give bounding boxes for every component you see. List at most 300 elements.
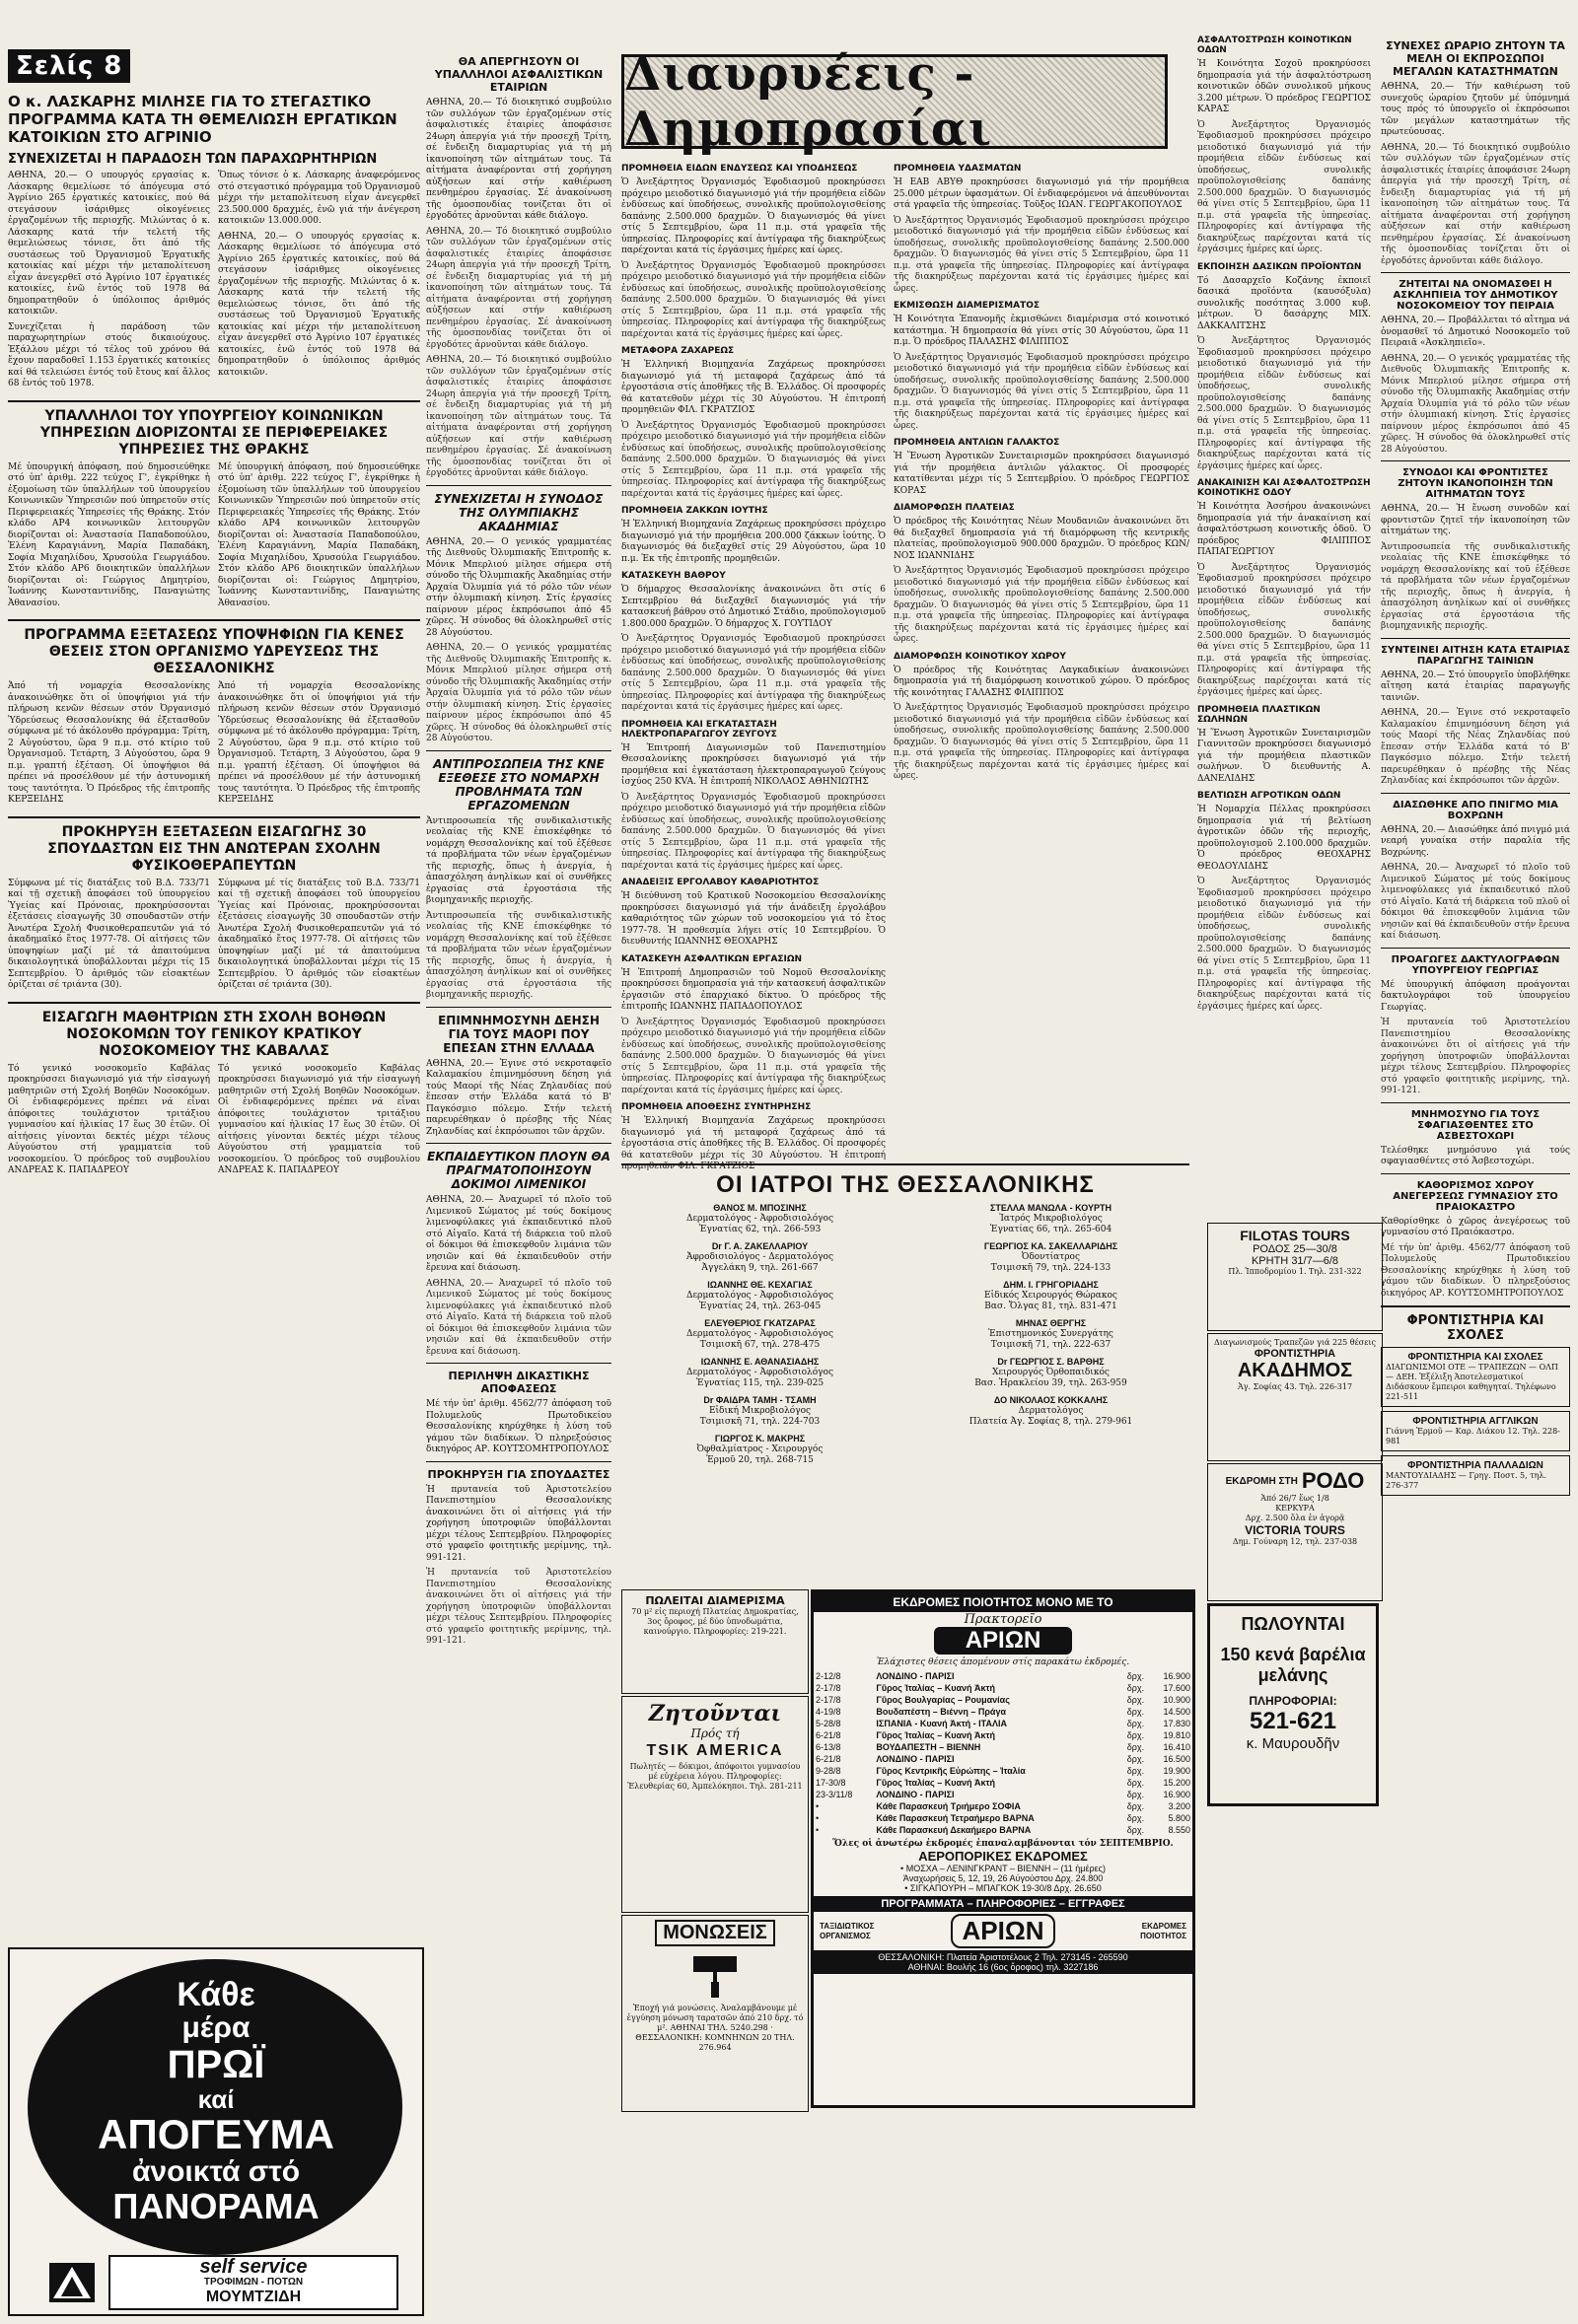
arion-brand: ΑΡΙΩΝ [934, 1627, 1072, 1655]
heading-supplies: ΠΡΟΜΗΘΕΙΑ ΕΙΔΩΝ ΕΝΔΥΣΕΩΣ ΚΑΙ ΥΠΟΔΗΣΕΩΣ [621, 164, 858, 174]
heading-stand: ΚΑΤΑΣΚΕΥΗ ΒΑΘΡΟΥ [621, 571, 726, 581]
arion-trip-row [814, 1753, 1192, 1765]
notice-text: Ὁ Ἀνεξάρτητος Ὀργανισμός Ἐφοδιασμοῦ προκηρύσσει πρόχειρο μειοδοτικό διαγωνισμό γιά τήν προμήθεια εἰδῶν ἐνδύσεως καί ὑποδήσεως, συνολικῆς προϋπολογισθείσης δαπάνης 2.500.000 δραχμῶν. Ὁ διαγωνισμός θά γίνει στίς 5 Σεπτεμβρίου, ὥρα 11 π.μ. στά γραφεῖα τῆς ὑπηρεσίας. Πληροφορίες καί ἀντίγραφα τῆς διακηρύξεως παρέχονται κατά τίς ἐργάσιμες ἡμέρες καί ὧρες. [621, 792, 886, 871]
notice-text: Ὁ πρόεδρος τῆς Κοινότητας Νέων Μουδανιῶν ἀνακοινώνει ὅτι θά διεξαχθεῖ δημοπρασία γιά τή διαμόρφωση τῆς κεντρικῆς πλατείας, προϋπολογισμοῦ 900.000 δραχμῶν. Ὁ πρόεδρος ΚΩΝ/ΝΟΣ ΙΩΑΝΝΙΔΗΣ [894, 517, 1189, 561]
doctor-address: Τσιμισκῆ 71, τηλ. 222-637 [990, 1340, 1112, 1350]
headline-laskaris: Ο κ. ΛΑΣΚΑΡΗΣ ΜΙΛΗΣΕ ΓΙΑ ΤΟ ΣΤΕΓΑΣΤΙΚΟ ΠΡΟΓΡΑΜΜΑ ΚΑΤΑ ΤΗ ΘΕΜΕΛΙΩΣΗ ΕΡΓΑΤΙΚΩΝ ΚΑΤΟΙΚΙΩΝ ΣΤΟ ΑΓΡΙΝΙΟ [8, 93, 397, 146]
divider [1381, 1173, 1570, 1174]
doctor-entry [621, 1241, 898, 1274]
apartment-ad-title: ΠΩΛΕΙΤΑΙ ΔΙΑΜΕΡΙΣΜΑ [645, 1594, 785, 1607]
divider [8, 619, 420, 621]
doctor-specialty: Χειρουργός Ὀρθοπαιδικός [992, 1368, 1110, 1377]
trip-price: 3.200 [1168, 1801, 1190, 1811]
trip-price: 10.900 [1163, 1695, 1190, 1705]
doctor-name: ΓΕΩΡΓΙΟΣ ΚΑ. ΣΑΚΕΛΛΑΡΙΔΗΣ [983, 1241, 1118, 1251]
doctor-specialty: Ὀδοντίατρος [1021, 1252, 1080, 1262]
notice-text: Ἡ Κοινότητα Σοχοῦ προκηρύσσει δημοπρασία γιά τήν ἀσφαλτόστρωση κοινοτικῶν ὁδῶν συνολικοῦ μήκους 3.200 μέτρων. Ὁ πρόεδρος ΓΕΩΡΓΙΟΣ ΚΑΡΑΣ [1197, 59, 1371, 114]
arion-trip-row [814, 1729, 1192, 1741]
barrels-line: μελάνης [1257, 1665, 1328, 1685]
article-text: Ἀντιπροσωπεία τῆς συνδικαλιστικῆς νεολαίας τῆς ΚΝΕ ἐπισκέφθηκε τό νομάρχη Θεσσαλονίκης καί τοῦ ἐξέθεσε τά προβλήματα τῶν νέων ἐργαζομένων τῆς περιοχῆς, ὅπως ἡ ἀνεργία, ἡ ἀπασχόληση ἀνηλίκων καί οἱ συνθῆκες ἐργασίας στά ἐργοστάσια τῆς βιομηχανικῆς περιοχῆς. [426, 815, 611, 905]
doctor-name: ΓΙΩΡΓΟΣ Κ. ΜΑΚΡΗΣ [714, 1434, 806, 1444]
headline-insurance-strike: ΘΑ ΑΠΕΡΓΗΣΟΥΝ ΟΙ ΥΠΑΛΛΗΛΟΙ ΑΣΦΑΛΙΣΤΙΚΩΝ ΕΤΑΙΡΙΩΝ [434, 55, 604, 94]
arion-trip-row [814, 1706, 1192, 1718]
heading-jute-bags: ΠΡΟΜΗΘΕΙΑ ΖΑΚΚΩΝ ΙΟΥΤΗΣ [621, 506, 768, 516]
filotas-ad [1207, 1223, 1383, 1331]
panorama-line: καί [197, 2084, 235, 2114]
heading-apartment-lease: ΕΚΜΙΣΘΩΣΗ ΔΙΑΜΕΡΙΣΜΑΤΟΣ [894, 301, 1040, 311]
trip-date: 4-19/8 [816, 1707, 841, 1717]
trip-currency: δρχ. [1126, 1671, 1145, 1681]
article-laskaris [8, 171, 420, 394]
trip-date: 2-17/8 [816, 1683, 841, 1693]
trip-date: 9-28/8 [816, 1766, 841, 1776]
wanted-ad-text: Πωλητές — δόκιμοι, ἀπόφοιτοι γυμνασίου μέ εὐχέρεια λόγου. Πληροφορίες: Ἐλευθερίας 60, Ἀμπελόκηποι. Τηλ. 281-211 [627, 1762, 803, 1791]
doctor-address: Πλατεία Ἀγ. Σοφίας 8, τηλ. 279-961 [968, 1417, 1133, 1427]
doctor-name: ΘΑΝΟΣ Μ. ΜΠΟΣΙΝΗΣ [713, 1203, 807, 1213]
notice-text: Ὁ Ἀνεξάρτητος Ὀργανισμός Ἐφοδιασμοῦ προκηρύσσει πρόχειρο μειοδοτικό διαγωνισμό γιά τήν προμήθεια εἰδῶν ἐνδύσεως καί ὑποδήσεως, συνολικῆς προϋπολογισθείσης δαπάνης 2.500.000 δραχμῶν. Ὁ διαγωνισμός θά γίνει στίς 5 Σεπτεμβρίου, ὥρα 11 π.μ. στά γραφεῖα τῆς ὑπηρεσίας. Πληροφορίες καί ἀντίγραφα τῆς διακηρύξεως παρέχονται κατά τίς ἐργάσιμες ἡμέρες καί ὧρες. [894, 703, 1189, 781]
filotas-dest: ΡΟΔΟΣ [1253, 1243, 1291, 1255]
arion-trip-row [814, 1694, 1192, 1706]
panorama-brand: self service [199, 2256, 308, 2278]
panorama-line: ΠΡΩΪ [167, 2043, 265, 2086]
barrels-ad [1207, 1603, 1379, 1806]
arion-address: ΑΘΗΝΑΙ: Βουλής 16 (6ος ὄροφος) τηλ. 3227186 [907, 1962, 1099, 1972]
doctor-name: ΔΗΜ. Ι. ΓΡΗΓΟΡΙΑΔΗΣ [1003, 1280, 1099, 1290]
heading-fabrics: ΠΡΟΜΗΘΕΙΑ ΥΔΑΣΜΑΤΩΝ [894, 164, 1022, 174]
tutoring-ad [1381, 1347, 1570, 1407]
headline-nurses-kavala: ΕΙΣΑΓΩΓΗ ΜΑΘΗΤΡΙΩΝ ΣΤΗ ΣΧΟΛΗ ΒΟΗΘΩΝ ΝΟΣΟΚΟΜΩΝ ΤΟΥ ΓΕΝΙΚΟΥ ΚΡΑΤΙΚΟΥ ΝΟΣΟΚΟΜΕΙΟΥ ΤΗΣ ΚΑΒΑΛΑΣ [41, 1009, 387, 1059]
headline-physio-school: ΠΡΟΚΗΡΥΞΗ ΕΞΕΤΑΣΕΩΝ ΕΙΣΑΓΩΓΗΣ 30 ΣΠΟΥΔΑΣΤΩΝ ΕΙΣ ΤΗΝ ΑΝΩΤΕΡΑΝ ΣΧΟΛΗΝ ΦΥΣΙΚΟΘΕΡΑΠΕΥΤΩΝ [47, 823, 381, 874]
doctor-address: Τσιμισκῆ 71, τηλ. 224-703 [699, 1417, 821, 1427]
heading-milk-pumps: ΠΡΟΜΗΘΕΙΑ ΑΝΤΛΙΩΝ ΓΑΛΑΚΤΟΣ [894, 438, 1060, 448]
divider [1381, 1305, 1570, 1307]
akadimos-title: ΑΚΑΔΗΜΟΣ [1237, 1360, 1353, 1381]
divider [8, 1002, 420, 1004]
doctor-specialty: Δερματολόγος - Ἀφροδισιολόγος [685, 1214, 833, 1224]
heading-road-renovation: ΑΝΑΚΑΙΝΙΣΗ ΚΑΙ ΑΣΦΑΛΤΟΣΤΡΩΣΗ ΚΟΙΝΟΤΙΚΗΣ ΟΔΟΥ [1197, 478, 1371, 498]
trip-currency: δρχ. [1126, 1695, 1145, 1705]
akadimos-pre: Διαγωνισμούς Τραπεζῶν γιά 225 θέσεις [1214, 1338, 1376, 1347]
headline-maori: ΕΠΙΜΝΗΜΟΣΥΝΗ ΔΕΗΣΗ ΓΙΑ ΤΟΥΣ ΜΑΟΡΙ ΠΟΥ ΕΠΕΣΑΝ ΣΤΗΝ ΕΛΛΑΔΑ [438, 1013, 600, 1055]
doctor-specialty: Δερματολόγος - Ἀφροδισιολόγος [685, 1368, 833, 1377]
trip-currency: δρχ. [1126, 1766, 1145, 1776]
notice-text: Ὁ Ἀνεξάρτητος Ὀργανισμός Ἐφοδιασμοῦ προκηρύσσει πρόχειρο μειοδοτικό διαγωνισμό γιά τήν προμήθεια εἰδῶν ἐνδύσεως καί ὑποδήσεως, συνολικῆς προϋπολογισθείσης δαπάνης 2.500.000 δραχμῶν. Ὁ διαγωνισμός θά γίνει στίς 5 Σεπτεμβρίου, ὥρα 11 π.μ. στά γραφεῖα τῆς ὑπηρεσίας. Πληροφορίες καί ἀντίγραφα τῆς διακηρύξεως παρέχονται κατά τίς ἐργάσιμες ἡμέρες καί ὧρες. [1197, 119, 1371, 254]
trip-destination: ΛΟΝΔΙΝΟ - ΠΑΡΙΣΙ [876, 1790, 955, 1799]
akadimos-ad [1207, 1333, 1383, 1461]
doctors-section [621, 1163, 1189, 1580]
doctors-title: ΟΙ ΙΑΤΡΟΙ ΤΗΣ ΘΕΣΣΑΛΟΝΙΚΗΣ [716, 1171, 1095, 1198]
page-number: Σελίς 8 [8, 49, 130, 83]
divider [426, 485, 611, 486]
doctor-address: Ἐγνατίας 115, τηλ. 239-025 [695, 1378, 825, 1388]
heading-asphalt: ΚΑΤΑΣΚΕΥΗ ΑΣΦΑΛΤΙΚΩΝ ΕΡΓΑΣΙΩΝ [621, 953, 803, 964]
trip-price: 14.500 [1163, 1707, 1190, 1717]
doctor-entry [621, 1434, 898, 1466]
heading-cleaning: ΑΝΑΔΕΙΞΙΣ ΕΡΓΟΛΑΒΟΥ ΚΑΘΑΡΙΟΤΗΤΟΣ [621, 878, 820, 887]
panorama-line: ἀνοικτά στό [131, 2155, 301, 2188]
headline-gymnasium: ΚΑΘΟΡΙΣΜΟΣ ΧΩΡΟΥ ΑΝΕΓΕΡΣΕΩΣ ΓΥΜΝΑΣΙΟΥ ΣΤΟ ΠΡΑΙΟΚΑΣΤΡΟ [1393, 1179, 1558, 1213]
doctor-address: Ἐγνατίας 62, τηλ. 266-593 [698, 1225, 822, 1234]
article-text: ΑΘΗΝΑ, 20.— Ἀναχωρεῖ τό πλοῖο τοῦ Λιμενικοῦ Σώματος μέ τούς δοκίμους λιμενοφύλακες γιά ἐκπαιδευτικό πλοῦ στό Αἰγαῖο. Κατά τή διάρκεια τοῦ πλοῦ οἱ δόκιμοι θά ἐπισκεφθοῦν λιμάνια τῶν νησιῶν καί θά ἐκπαιδευθοῦν στήν ἔρευνα καί διάσωση. [426, 1278, 611, 1357]
trip-destination: ΒΟΥΔΑΠΕΣΤΗ – ΒΙΕΝΝΗ [876, 1742, 981, 1752]
doctor-entry [912, 1241, 1189, 1274]
article-text: Ἡ πρυτανεία τοῦ Ἀριστοτελείου Πανεπιστημίου Θεσσαλονίκης ἀνακοινώνει ὅτι οἱ αἰτήσεις γιά τήν χορήγηση ὑποτροφιῶν ὑποβάλλονται μέχρι τέλους Σεπτεμβρίου. Πληροφορίες στό γραφεῖο φοιτητικῆς μερίμνης, τηλ. 991-121. [1381, 1018, 1570, 1095]
trip-destination: Γῦρος Κεντρικῆς Εὐρώπης – Ἰταλία [876, 1766, 1026, 1776]
trip-price: 19.810 [1163, 1730, 1190, 1740]
rodo-ad [1207, 1463, 1383, 1601]
divider [426, 750, 611, 751]
notice-text: Ἡ Ἕνωση Ἀγροτικῶν Συνεταιρισμῶν Γιαννιτσῶν προκηρύσσει διαγωνισμό γιά τήν προμήθεια πλαστικῶν σωλήνων. Ὁ διευθυντής Α. ΔΑΝΕΛΙΔΗΣ [1197, 728, 1371, 784]
notice-text: Ὁ δήμαρχος Θεσσαλονίκης ἀνακοινώνει ὅτι στίς 6 Σεπτεμβρίου θά διεξαχθεῖ διαγωνισμός γιά τήν κατασκευή βάθρου στό Δημοτικό Στάδιο, προϋπολογισμοῦ 1.800.000 δραχμῶν. Ὁ δήμαρχος Χ. ΓΟΥΤΙΔΟΥ [621, 585, 886, 629]
palladion-title: ΦΡΟΝΤΙΣΤΗΡΙΑ ΠΑΛΛΑΔΙΩΝ [1407, 1460, 1543, 1471]
notice-text: Ἡ ΕΑΒ ΑΒΥΘ προκηρύσσει διαγωνισμό γιά τήν προμήθεια 25.000 μέτρων ὑφασμάτων. Οἱ ἐνδιαφερόμενοι νά ἀπευθύνονται στά γραφεῖα τῆς ὑπηρεσίας. Τοῦξος ΙΩΑΝ. ΓΕΩΡΓΑΚΟΠΟΥΛΟΣ [894, 177, 1189, 210]
trip-date: • [816, 1813, 820, 1823]
english-tutoring-title: ΦΡΟΝΤΙΣΤΗΡΙΑ ΑΓΓΛΙΚΩΝ [1412, 1416, 1539, 1427]
article-text: Τό γενικό νοσοκομεῖο Καβάλας προκηρύσσει διαγωνισμό γιά τήν εἰσαγωγή μαθητριῶν στή Σχολή Βοηθῶν Νοσοκόμων. Οἱ ἐνδιαφερόμενες πρέπει νά εἶναι ἀπόφοιτες τουλάχιστον τριτάξιου γυμνασίου καί ἡλικίας 17 ἕως 30 ἐτῶν. Οἱ αἰτήσεις γίνονται δεκτές μέχρι τέλους Αὐγούστου στή γραμματεία τοῦ νοσοκομείου. Ὁ πρόεδρος τοῦ συμβουλίου ΑΝΔΡΕΑΣ Κ. ΠΑΠΑΔΡΕΟΥ [8, 1063, 210, 1175]
divider [8, 816, 420, 818]
doctor-address: Τσιμισκῆ 67, τηλ. 278-475 [699, 1340, 821, 1350]
wanted-ad-company: TSIK AMERICA [646, 1742, 784, 1759]
notice-text: Ὁ Ἀνεξάρτητος Ὀργανισμός Ἐφοδιασμοῦ προκηρύσσει πρόχειρο μειοδοτικό διαγωνισμό γιά τήν προμήθεια εἰδῶν ἐνδύσεως καί ὑποδήσεως, συνολικῆς προϋπολογισθείσης δαπάνης 2.500.000 δραχμῶν. Ὁ διαγωνισμός θά γίνει στίς 5 Σεπτεμβρίου, ὥρα 11 π.μ. στά γραφεῖα τῆς ὑπηρεσίας. Πληροφορίες καί ἀντίγραφα τῆς διακηρύξεως παρέχονται κατά τίς ἐργάσιμες ἡμέρες καί ὧρες. [894, 215, 1189, 294]
doctor-entry [912, 1280, 1189, 1312]
heading-storage: ΠΡΟΜΗΘΕΙΑ ΑΠΟΘΕΣΗΣ ΣΥΝΤΗΡΗΣΗΣ [621, 1102, 812, 1112]
trip-destination: ΛΟΝΔΙΝΟ - ΠΑΡΙΣΙ [876, 1671, 955, 1681]
tutoring-ad-text: ΔΙΑΓΩΝΙΣΜΟΙ ΟΤΕ — ΤΡΑΠΕΖΩΝ — ΟΛΠ — ΔΕΗ. Ἐξέλιξη Ἀποτελεσματικοί Διδάσκουν ἔμπειροι καθηγηταί. Τηλέφωνο 221-511 [1386, 1363, 1558, 1401]
trip-destination: Γῦρος Βουλγαρίας – Ρουμανίας [876, 1695, 1010, 1705]
trip-date: 6-21/8 [816, 1730, 841, 1740]
filotas-date: 25—30/8 [1293, 1243, 1337, 1255]
english-tutoring-text: Γιάννη Ἐρμοῦ — Καρ. Διάκου 12. Τηλ. 228-981 [1386, 1427, 1560, 1445]
trip-price: 16.900 [1163, 1790, 1190, 1799]
article-text: Μέ ὑπουργική ἀπόφαση, πού δημοσιεύθηκε στό ὑπ' ἀριθμ. 222 τεύχος Γ', ἐγκρίθηκε ἡ ἐξομοίωση τῶν ὑπαλλήλων τοῦ ὑπουργείου Κοινωνικῶν Ὑπηρεσιῶν πού ὑπηρετοῦν στίς Περιφερειακές Ὑπηρεσίες τῆς Θράκης. Στόν κλάδο ΑΡ4 κοινωνικῶν λειτουργῶν διορίζονται οἱ: Ἀναστασία Παπαδοπούλου, Ἑλένη Καραγιάννη, Μαρία Παπαδάκη, Σοφία Μιχαηλίδου, Χρυσούλα Γεωργιάδου. Στόν κλάδο ΑΡ6 διοικητικῶν ὑπαλλήλων διορίζονται οἱ: Γεώργιος Δημητρίου, Ἰωάννης Κωνσταντινίδης, Παναγιώτης Ἀθανασίου. [218, 461, 420, 608]
article-text: Ἀντιπροσωπεία τῆς συνδικαλιστικῆς νεολαίας τῆς ΚΝΕ ἐπισκέφθηκε τό νομάρχη Θεσσαλονίκης καί τοῦ ἐξέθεσε τά προβλήματα τῶν νέων ἐργαζομένων τῆς περιοχῆς, ὅπως ἡ ἀνεργία, ἡ ἀπασχόληση ἀνηλίκων καί οἱ συνθῆκες ἐργασίας στά ἐργοστάσια τῆς βιομηχανικῆς περιοχῆς. [426, 910, 611, 1000]
article-text: ΑΘΗΝΑ, 20.— Ο γενικός γραμματέας τῆς Διεθνοῦς Ὀλυμπιακῆς Ἐπιτροπῆς κ. Μόνικ Μπερλιού μίλησε σήμερα στή σύνοδο τῆς Ὀλυμπιακῆς Ἀκαδημίας στήν Ἀρχαία Ὀλυμπία γιά τό ρόλο τῶν νέων στήν ὀλυμπιακή κίνηση. Στίς ἐργασίες παίρνουν μέρος ἐκπρόσωποι ἀπό 45 χῶρες. Ἡ σύνοδος θά ὁλοκληρωθεῖ στίς 28 Αὐγούστου. [426, 643, 611, 743]
apartment-ad-text: 70 μ² εἰς περιοχή Πλατείας Δημοκρατίας, 3ος ὄροφος, μέ δύο ὑπνοδωμάτια, καινούργιο. Πληροφορίες: 219-221. [631, 1607, 799, 1636]
arion-agency: Πρακτορεῖο [964, 1612, 1042, 1627]
arion-brand-large: ΑΡΙΩΝ [951, 1914, 1056, 1948]
trip-date: 5-28/8 [816, 1719, 841, 1728]
doctor-specialty: Ἐπιστημονικός Συνεργάτης [988, 1329, 1113, 1339]
notice-text: Ὁ Ἀνεξάρτητος Ὀργανισμός Ἐφοδιασμοῦ προκηρύσσει πρόχειρο μειοδοτικό διαγωνισμό γιά τήν προμήθεια εἰδῶν ἐνδύσεως καί ὑποδήσεως, συνολικῆς προϋπολογισθείσης δαπάνης 2.500.000 δραχμῶν. Ὁ διαγωνισμός θά γίνει στίς 5 Σεπτεμβρίου, ὥρα 11 π.μ. στά γραφεῖα τῆς ὑπηρεσίας. Πληροφορίες καί ἀντίγραφα τῆς διακηρύξεως παρέχονται κατά τίς ἐργάσιμες ἡμέρες καί ὧρες. [1197, 562, 1371, 697]
article-text: ΑΘΗΝΑ, 20.— Ο υπουργός εργασίας κ. Λάσκαρης θεμελίωσε τό ἀπόγευμα στό Ἀγρίνιο 265 ἐργατικές κατοικίες, πού θά στεγάσουν ἰσάριθμες οἰκογένειες ἐργαζομένων τῆς περιοχῆς. Μιλώντας ὁ κ. Λάσκαρης κατά τήν τελετή τῆς θεμελιώσεως τόνισε, ὅτι ἀπό τῆς συστάσεως τοῦ Ὀργανισμοῦ Ἐργατικῆς κατοικίας καί μέχρι τήν μεταπολίτευση εἶχαν ἀνεγερθεῖ στό Ἀγρίνιο 107 ἐργατικές κατοικίες, ἐνῶ ἐντός τοῦ 1978 θά δημοπρατηθοῦν ὁ ὑπόλοιπος ἀριθμός κατοικιῶν. [218, 231, 420, 378]
headline-students: ΠΡΟΚΗΡΥΞΗ ΓΙΑ ΣΠΟΥΔΑΣΤΕΣ [427, 1467, 610, 1481]
heading-generator: ΠΡΟΜΗΘΕΙΑ ΚΑΙ ΕΓΚΑΤΑΣΤΑΣΗ ΗΛΕΚΤΡΟΠΑΡΑΓΩΓΟΥ ΖΕΥΓΟΥΣ [621, 719, 777, 739]
arion-trip-row [814, 1800, 1192, 1812]
column-5 [1197, 30, 1371, 1193]
trip-price: 16.500 [1163, 1754, 1190, 1764]
headline-hospital-name: ΖΗΤΕΙΤΑΙ ΝΑ ΟΝΟΜΑΣΘΕΙ Η ΑΣΚΛΗΠΙΕΙΑ ΤΟΥ ΔΗΜΟΤΙΚΟΥ ΝΟΣΟΚΟΜΕΙΟΥ ΤΟΥ ΠΕΙΡΑΙΑ [1393, 279, 1558, 312]
notice-text: Ἡ Κοινότητα Ἀσσήρου ἀνακοινώνει δημοπρασία γιά τήν ἀνακαίνιση καί ἀσφαλτόστρωση κοινοτικῆς ὁδοῦ. Ὁ πρόεδρος ΦΙΛΙΠΠΟΣ ΠΑΠΑΓΕΩΡΓΙΟΥ [1197, 502, 1371, 557]
notice-text: Ἡ Ἐπιτροπή Διαγωνισμῶν τοῦ Πανεπιστημίου Θεσσαλονίκης προκηρύσσει διαγωνισμό γιά τήν προμήθεια καί ἐγκατάσταση ἠλεκτροπαραγωγοῦ ζεύγους ἰσχύος 250 KVA. Ἡ ἐπιτροπή ΝΙΚΟΛΑΟΣ ΑΘΗΝΙΩΤΗΣ [621, 742, 886, 787]
trip-currency: δρχ. [1126, 1730, 1145, 1740]
doctor-address: Ἑρμοῦ 20, τηλ. 268-715 [706, 1455, 814, 1465]
trip-currency: δρχ. [1126, 1825, 1145, 1835]
arion-trip-row [814, 1765, 1192, 1777]
article-text: ΑΘΗΝΑ, 20.— Ἀναχωρεῖ τό πλοῖο τοῦ Λιμενικοῦ Σώματος μέ τούς δοκίμους λιμενοφύλακες γιά ἐκπαιδευτικό πλοῦ στό Αἰγαῖο. Κατά τή διάρκεια τοῦ πλοῦ οἱ δόκιμοι θά ἐπισκεφθοῦν λιμάνια τῶν νησιῶν καί θά ἐκπαιδευθοῦν στήν ἔρευνα καί διάσωση. [426, 1195, 611, 1273]
filotas-date: 31/7—6/8 [1291, 1255, 1339, 1267]
arion-trip-row [814, 1682, 1192, 1694]
notice-text: Ἡ Ἐπιτροπή Δημοπρασιῶν τοῦ Νομοῦ Θεσσαλονίκης προκηρύσσει δημοπρασία γιά τήν κατασκευή ἀσφαλτικῶν ἐργασιῶν στό ἐπαρχιακό δίκτυο. Ὁ πρόεδρος τῆς ἐπιτροπῆς ΙΩΑΝΝΗΣ ΠΑΠΑΔΟΠΟΥΛΟΣ [621, 967, 886, 1012]
wanted-ad-sub: Πρός τή [690, 1726, 740, 1740]
headline-water-exam: ΠΡΟΓΡΑΜΜΑ ΕΞΕΤΑΣΕΩΣ ΥΠΟΨΗΦΙΩΝ ΓΙΑ ΚΕΝΕΣ ΘΕΣΕΙΣ ΣΤΟΝ ΟΡΓΑΝΙΣΜΟ ΥΔΡΕΥΣΕΩΣ ΤΗΣ ΘΕΣΣΑΛΟΝΙΚΗΣ [24, 627, 404, 676]
notice-text: Ὁ Ἀνεξάρτητος Ὀργανισμός Ἐφοδιασμοῦ προκηρύσσει πρόχειρο μειοδοτικό διαγωνισμό γιά τήν προμήθεια εἰδῶν ἐνδύσεως καί ὑποδήσεως, συνολικῆς προϋπολογισθείσης δαπάνης 2.500.000 δραχμῶν. Ὁ διαγωνισμός θά γίνει στίς 5 Σεπτεμβρίου, ὥρα 11 π.μ. στά γραφεῖα τῆς ὑπηρεσίας. Πληροφορίες καί ἀντίγραφα τῆς διακηρύξεως παρέχονται κατά τίς ἐργάσιμες ἡμέρες καί ὧρες. [1197, 877, 1371, 1012]
article-text: ΑΘΗΝΑ, 20.— Ἀναχωρεῖ τό πλοῖο τοῦ Λιμενικοῦ Σώματος μέ τούς δοκίμους λιμενοφύλακες γιά ἐκπαιδευτικό πλοῦ στό Αἰγαῖο. Κατά τή διάρκεια τοῦ πλοῦ οἱ δόκιμοι θά ἐπισκεφθοῦν λιμάνια τῶν νησιῶν καί θά ἐκπαιδευθοῦν στήν ἔρευνα καί διάσωση. [1381, 863, 1570, 941]
panorama-logo-icon [49, 2263, 95, 2302]
divider [1381, 272, 1570, 273]
doctor-entry [912, 1203, 1189, 1235]
arion-address: ΘΕΣΣΑΛΟΝΙΚΗ: Πλατεία Ἀριστοτέλους 2 Τηλ. 273145 - 265590 [878, 1952, 1128, 1962]
doctor-entry [912, 1357, 1189, 1389]
notice-text: Ἡ διεύθυνση τοῦ Κρατικοῦ Νοσοκομείου Θεσσαλονίκης προκηρύσσει διαγωνισμό γιά τήν ἀνάδειξη ἐργολάβου καθαριότητος τῶν χώρων τοῦ νοσοκομείου γιά τό ἔτος 1977-78. Ἡ προθεσμία λήγει στίς 10 Σεπτεμβρίου. Ὁ διευθυντής ΙΩΑΝΝΗΣ ΘΕΟΧΑΡΗΣ [621, 891, 886, 947]
notice-text: Ἡ Κοινότητα Ἐπανομῆς ἐκμισθώνει διαμέρισμα στό κοινοτικό κατάστημα. Ἡ δημοπρασία θά γίνει στίς 30 Αὐγούστου, ὥρα 11 π.μ. Ὁ πρόεδρος ΠΑΛΑΣΗΣ ΦΙΛΙΠΠΟΣ [894, 315, 1189, 347]
headline-olympic-academy: ΣΥΝΕΧΙΖΕΤΑΙ Η ΣΥΝΟΔΟΣ ΤΗΣ ΟΛΥΜΠΙΑΚΗΣ ΑΚΑΔΗΜΙΑΣ [434, 491, 604, 533]
panorama-brand2: ΤΡΟΦΙΜΩΝ - ΠΟΤΩΝ [203, 2277, 304, 2288]
rodo-company: VICTORIA TOURS [1245, 1523, 1345, 1537]
doctor-name: Dr ΓΕΩΡΓΙΟΣ Σ. ΒΑΡΘΗΣ [997, 1357, 1105, 1367]
article-text: Ἡ πρυτανεία τοῦ Ἀριστοτελείου Πανεπιστημίου Θεσσαλονίκης ἀνακοινώνει ὅτι οἱ αἰτήσεις γιά τήν χορήγηση ὑποτροφιῶν ὑποβάλλονται μέχρι τέλους Σεπτεμβρίου. Πληροφορίες στό γραφεῖο φοιτητικῆς μερίμνης, τηλ. 991-121. [426, 1484, 611, 1563]
notice-text: Ἡ Ἑλληνική Βιομηχανία Ζαχάρεως προκηρύσσει διαγωνισμό γιά τή μεταφορά ζαχάρεως ἀπό τά ἐργοστάσια στίς ἀποθῆκες τῆς Β. Ἑλλάδος. Οἱ προσφορές θά κατατεθοῦν μέχρι τίς 30 Αὐγούστου. Ἡ ἐπιτροπή προμηθειῶν ΦΙΛ. ΓΚΡΑΤΖΙΟΣ [621, 1116, 886, 1171]
divider [426, 1143, 611, 1144]
barrels-phone: 521-621 [1249, 1708, 1337, 1734]
arion-air-line: • ΜΟΣΧΑ – ΛΕΝΙΝΓΚΡΑΝΤ – ΒΙΕΝΝΗ – (11 ἡμέρες) [900, 1864, 1106, 1873]
doctor-entry [621, 1318, 898, 1351]
article-text: ΑΘΗΝΑ, 20.— Ἐγινε στό νεκροταφεῖο Καλαμακίου ἐπιμνημόσυνη δέηση γιά τούς Μαορί τῆς Νέας Ζηλανδίας πού ἔπεσαν στήν Ἑλλάδα κατά τό Β' Παγκόσμιο πόλεμο. Στήν τελετή παρευρέθηκαν ὁ πρέσβης τῆς Νέας Ζηλανδίας καί ἐκπρόσωποι τῶν ἀρχῶν. [1381, 708, 1570, 786]
doctor-address: Ἐγνατίας 66, τηλ. 265-604 [989, 1225, 1112, 1234]
trip-date: 6-13/8 [816, 1742, 841, 1752]
doctor-name: ΜΗΝΑΣ ΘΕΡΓΗΣ [1015, 1318, 1087, 1328]
wanted-ad [621, 1696, 809, 1913]
article-text: ΑΘΗΝΑ, 20.— Τήν καθιέρωση τοῦ συνεχοῦς ὡραρίου ζητοῦν μέ ὑπόμνημά τους πρός τό ὑπουργεῖο οἱ ἐκπρόσωποι τῶν μεγάλων καταστημάτων τῆς πρωτεύουσας. [1381, 82, 1570, 137]
arion-trip-row [814, 1789, 1192, 1800]
article-text: ΑΘΗΝΑ, 20.— Προβάλλεται τό αἴτημα νά ὀνομασθεῖ τό Δημοτικό Νοσοκομεῖο τοῦ Πειραιᾶ «Ἀσκληπιεῖο». [1381, 316, 1570, 348]
trip-currency: δρχ. [1126, 1813, 1145, 1823]
article-text: Μέ τήν ὑπ' ἀριθμ. 4562/77 ἀπόφαση τοῦ Πολυμελοῦς Πρωτοδικείου Θεσσαλονίκης κηρύχθηκε ἡ λύση τοῦ γάμου τῶν διαδίκων. Ὁ πληρεξούσιος δικηγόρος ΑΡ. ΚΟΥΤΣΟΜΗΤΡΟΠΟΥΛΟΣ [1381, 1242, 1570, 1299]
arion-trips-table [814, 1670, 1192, 1836]
headline-court-decision: ΠΕΡΙΛΗΨΗ ΔΙΚΑΣΤΙΚΗΣ ΑΠΟΦΑΣΕΩΣ [448, 1370, 590, 1395]
column-1 [8, 0, 420, 2305]
headline-social-services: ΥΠΑΛΛΗΛΟΙ ΤΟΥ ΥΠΟΥΡΓΕΙΟΥ ΚΟΙΝΩΝΙΚΩΝ ΥΠΗΡΕΣΙΩΝ ΔΙΟΡΙΖΟΝΤΑΙ ΣΕ ΠΕΡΙΦΕΡΕΙΑΚΕΣ ΥΠΗΡΕΣΙΕΣ ΤΗΣ ΘΡΑΚΗΣ [39, 407, 389, 458]
rodo-line: Ἀπό 26/7 ἕως 1/8 [1260, 1494, 1329, 1503]
arion-ad [811, 1589, 1195, 2108]
article-text: ΑΘΗΝΑ, 20.— Ο υπουργός εργασίας κ. Λάσκαρης θεμελίωσε τό ἀπόγευμα στό Ἀγρίνιο 265 ἐργατικές κατοικίες, πού θά στεγάσουν ἰσάριθμες οἰκογένειες ἐργαζομένων τῆς περιοχῆς. Μιλώντας ὁ κ. Λάσκαρης κατά τήν τελετή τῆς θεμελιώσεως τόνισε, ὅτι ἀπό τῆς συστάσεως τοῦ Ὀργανισμοῦ Ἐργατικῆς κατοικίας καί μέχρι τήν μεταπολίτευση εἶχαν ἀνεγερθεῖ στό Ἀγρίνιο 107 ἐργατικές κατοικίες, ἐνῶ ἐντός τοῦ 1978 θά δημοπρατηθοῦν ὁ ὑπόλοιπος ἀριθμός κατοικιῶν. [8, 171, 210, 317]
tutoring-ad-title: ΦΡΟΝΤΙΣΤΗΡΙΑ ΚΑΙ ΣΧΟΛΕΣ [1407, 1352, 1543, 1363]
panorama-brand-box [108, 2255, 398, 2310]
trip-price: 17.830 [1163, 1719, 1190, 1728]
divider [1381, 793, 1570, 794]
trip-destination: Κάθε Παρασκευή Τετραήμερο ΒΑΡΝΑ [876, 1813, 1035, 1823]
barrels-info: ΠΛΗΡΟΦΟΡΙΑΙ: [1249, 1694, 1337, 1708]
notice-text: Ὁ Ἀνεξάρτητος Ὀργανισμός Ἐφοδιασμοῦ προκηρύσσει πρόχειρο μειοδοτικό διαγωνισμό γιά τήν προμήθεια εἰδῶν ἐνδύσεως καί ὑποδήσεως, συνολικῆς προϋπολογισθείσης δαπάνης 2.500.000 δραχμῶν. Ὁ διαγωνισμός θά γίνει στίς 5 Σεπτεμβρίου, ὥρα 11 π.μ. στά γραφεῖα τῆς ὑπηρεσίας. Πληροφορίες καί ἀντίγραφα τῆς διακηρύξεως παρέχονται κατά τίς ἐργάσιμες ἡμέρες καί ὧρες. [1197, 336, 1371, 471]
article-text: Καθορίσθηκε ὁ χῶρος ἀνεγέρσεως τοῦ γυμνασίου στό Πραιόκαστρο. [1381, 1216, 1570, 1237]
article-text: ΑΘΗΝΑ, 20.— Διασώθηκε ἀπό πνιγμό μιά νεαρή γυναίκα στήν παραλία τῆς Βοχρώνης. [1381, 824, 1570, 858]
doctor-entry [621, 1357, 898, 1389]
heading-rural-roads: ΒΕΛΤΙΩΣΗ ΑΓΡΟΤΙΚΩΝ ΟΔΩΝ [1197, 791, 1341, 801]
doctor-name: ΣΤΕΛΛΑ ΜΑΝΩΛΑ - ΚΟΥΡΤΗ [990, 1203, 1112, 1213]
notice-text: Τό Δασαρχεῖο Κοζάνης ἐκποιεῖ δασικά προϊόντα (καυσόξυλα) συνολικῆς ποσότητας 3.000 κυβ. μέτρων. Ὁ δασάρχης ΜΙΧ. ΔΑΚΚΑΛΙΤΣΗΣ [1197, 275, 1371, 331]
trip-date: 2-17/8 [816, 1695, 841, 1705]
article-text: Μέ ὑπουργική ἀπόφαση, πού δημοσιεύθηκε στό ὑπ' ἀριθμ. 222 τεύχος Γ', ἐγκρίθηκε ἡ ἐξομοίωση τῶν ὑπαλλήλων τοῦ ὑπουργείου Κοινωνικῶν Ὑπηρεσιῶν πού ὑπηρετοῦν στίς Περιφερειακές Ὑπηρεσίες τῆς Θράκης. Στόν κλάδο ΑΡ4 κοινωνικῶν λειτουργῶν διορίζονται οἱ: Ἀναστασία Παπαδοπούλου, Ἑλένη Καραγιάννη, Μαρία Παπαδάκη, Σοφία Μιχαηλίδου, Χρυσούλα Γεωργιάδου. Στόν κλάδο ΑΡ6 διοικητικῶν ὑπαλλήλων διορίζονται οἱ: Γεώργιος Δημητρίου, Ἰωάννης Κωνσταντινίδης, Παναγιώτης Ἀθανασίου. [8, 461, 210, 608]
arion-right: ΕΚΔΡΟΜΕΣ ΠΟΙΟΤΗΤΟΣ [1140, 1921, 1186, 1940]
trip-currency: δρχ. [1126, 1683, 1145, 1693]
notice-text: Ὁ Ἀνεξάρτητος Ὀργανισμός Ἐφοδιασμοῦ προκηρύσσει πρόχειρο μειοδοτικό διαγωνισμό γιά τήν προμήθεια εἰδῶν ἐνδύσεως καί ὑποδήσεως, συνολικῆς προϋπολογισθείσης δαπάνης 2.500.000 δραχμῶν. Ὁ διαγωνισμός θά γίνει στίς 5 Σεπτεμβρίου, ὥρα 11 π.μ. στά γραφεῖα τῆς ὑπηρεσίας. Πληροφορίες καί ἀντίγραφα τῆς διακηρύξεως παρέχονται κατά τίς ἐργάσιμες ἡμέρες καί ὧρες. [894, 352, 1189, 431]
banner [621, 46, 1168, 157]
trip-destination: Βουδαπέστη – Βιέννη – Πράγα [876, 1707, 1006, 1717]
rodo-pre: ΕΚΔΡΟΜΗ ΣΤΗ [1225, 1475, 1298, 1487]
trip-destination: Γῦρος Ἰταλίας – Κυανή Ἀκτή [876, 1778, 996, 1788]
notice-text: Ἡ Νομαρχία Πέλλας προκηρύσσει δημοπρασία γιά τή βελτίωση ἀγροτικῶν ὁδῶν τῆς περιοχῆς, προϋπολογισμοῦ 2.100.000 δραχμῶν. Ὁ πρόεδρος ΘΕΟΧΑΡΗΣ ΘΕΟΔΟΥΛΙΔΗΣ [1197, 805, 1371, 872]
doctor-name: ΙΩΑΝΝΗΣ ΘΕ. ΚΕΧΑΓΙΑΣ [707, 1280, 813, 1290]
article-text: Ἡ πρυτανεία τοῦ Ἀριστοτελείου Πανεπιστημίου Θεσσαλονίκης ἀνακοινώνει ὅτι οἱ αἰτήσεις γιά τήν χορήγηση ὑποτροφιῶν ὑποβάλλονται μέχρι τέλους Σεπτεμβρίου. Πληροφορίες στό γραφεῖο φοιτητικῆς μερίμνης, τηλ. 991-121. [426, 1568, 611, 1646]
barrels-line: 150 κενά βαρέλια [1220, 1645, 1366, 1664]
notice-text: Ἡ Ἕνωση Ἀγροτικῶν Συνεταιρισμῶν προκηρύσσει διαγωνισμό γιά τήν προμήθεια ἀντλιῶν γάλακτος. Οἱ προσφορές κατατίθενται μέχρι τίς 5 Σεπτεμβρίου. Ὁ πρόεδρος ΓΕΩΡΓΙΟΣ ΚΟΡΑΣ [894, 452, 1189, 496]
article-text: ΑΘΗΝΑ, 20.— Στό ὑπουργεῖο ὑποβλήθηκε αἴτηση κατά ἑταιρίας παραγωγῆς ταινιῶν. [1381, 669, 1570, 703]
divider [426, 1363, 611, 1364]
notice-text: Ὁ Ἀνεξάρτητος Ὀργανισμός Ἐφοδιασμοῦ προκηρύσσει πρόχειρο μειοδοτικό διαγωνισμό γιά τήν προμήθεια εἰδῶν ἐνδύσεως καί ὑποδήσεως, συνολικῆς προϋπολογισθείσης δαπάνης 2.500.000 δραχμῶν. Ὁ διαγωνισμός θά γίνει στίς 5 Σεπτεμβρίου, ὥρα 11 π.μ. στά γραφεῖα τῆς ὑπηρεσίας. Πληροφορίες καί ἀντίγραφα τῆς διακηρύξεως παρέχονται κατά τίς ἐργάσιμες ἡμέρες καί ὧρες. [894, 566, 1189, 644]
doctor-entry [621, 1203, 898, 1235]
divider [1381, 948, 1570, 949]
column-4 [894, 158, 1189, 1144]
panorama-owner: ΜΟΥΜΤΖΙΔΗ [205, 2289, 302, 2305]
doctor-specialty: Δερματολόγος - Ἀφροδισιολόγος [685, 1329, 833, 1339]
headline-coast-guard: ΕΚΠΑΙΔΕΥΤΙΚΟΝ ΠΛΟΥΝ ΘΑ ΠΡΑΓΜΑΤΟΠΟΙΗΣΟΥΝ ΔΟΚΙΜΟΙ ΛΙΜΕΝΙΚΟΙ [427, 1150, 610, 1191]
arion-top: ΕΚΔΡΟΜΕΣ ΠΟΙΟΤΗΤΟΣ ΜΟΝΟ ΜΕ ΤΟ [814, 1592, 1192, 1612]
article-text: Μέ ὑπουργική ἀπόφαση προάγονται δακτυλογράφοι τοῦ ὑπουργείου Γεωργίας. [1381, 979, 1570, 1013]
divider [426, 1007, 611, 1008]
arion-sub: Ἐλάχιστες θέσεις ἀπομένουν στίς παρακάτω ἐκδρομές. [876, 1657, 1130, 1667]
trip-destination: ΛΟΝΔΙΝΟ - ΠΑΡΙΣΙ [876, 1754, 955, 1764]
column-6 [1381, 0, 1570, 2324]
barrels-contact: κ. Μαυρουδῆν [1246, 1735, 1340, 1752]
trip-destination: Κάθε Παρασκευή Τριήμερο ΣΟΦΙΑ [876, 1801, 1021, 1811]
palladion-text: ΜΑΝΤΟΥΔΙΑΔΗΣ — Γρηγ. Ποστ. 5, τηλ. 276-377 [1386, 1471, 1547, 1490]
arion-left: ΤΑΞΙΔΙΩΤΙΚΟΣ ΟΡΓΑΝΙΣΜΟΣ [820, 1921, 875, 1940]
trip-destination: Γῦρος Ἰταλίας – Κυανή Ἀκτή [876, 1683, 996, 1693]
doctors-grid [621, 1203, 1189, 1466]
notice-text: Ὁ Ἀνεξάρτητος Ὀργανισμός Ἐφοδιασμοῦ προκηρύσσει πρόχειρο μειοδοτικό διαγωνισμό γιά τήν προμήθεια εἰδῶν ἐνδύσεως καί ὑποδήσεως, συνολικῆς προϋπολογισθείσης δαπάνης 2.500.000 δραχμῶν. Ὁ διαγωνισμός θά γίνει στίς 5 Σεπτεμβρίου, ὥρα 11 π.μ. στά γραφεῖα τῆς ὑπηρεσίας. Πληροφορίες καί ἀντίγραφα τῆς διακηρύξεως παρέχονται κατά τίς ἐργάσιμες ἡμέρες καί ὧρες. [621, 1017, 886, 1095]
doctor-address: Ἀγγελάκη 9, τηλ. 261-667 [701, 1263, 819, 1273]
headline-tutoring: ΦΡΟΝΤΙΣΤΗΡΙΑ ΚΑΙ ΣΧΟΛΕΣ [1406, 1313, 1544, 1343]
arion-note: Ὅλες οἱ ἀνωτέρω ἐκδρομές ἐπαναλαμβάνονται τόν ΣΕΠΤΕΜΒΡΙΟ. [832, 1839, 1174, 1849]
heading-shelters: ΑΣΦΑΛΤΟΣΤΡΩΣΗ ΚΟΙΝΟΤΙΚΩΝ ΟΔΩΝ [1197, 35, 1352, 55]
arion-air-line: • ΣΙΓΚΑΠΟΥΡΗ – ΜΠΑΓΚΟΚ 19-30/8 Δρχ. 26.650 [904, 1883, 1102, 1893]
article-text: Σύμφωνα μέ τίς διατάξεις τοῦ Β.Δ. 733/71 καί τῇ σχετικῇ ἀποφάσει τοῦ ὑπουργείου Ὑγείας καί Πρόνοιας, προκηρύσσονται ἐξετάσεις εἰσαγωγῆς 30 σπουδαστῶν στήν Ἀνωτέρα Σχολή Φυσικοθεραπευτῶν γιά τό ἀκαδημαϊκό ἔτος 1977-78. Οἱ αἰτήσεις τῶν ὑποψηφίων μαζί μέ τά ἀπαιτούμενα δικαιολογητικά ὑποβάλλονται μέχρι τίς 15 Σεπτεμβρίου. Ὁ ἀριθμός τῶν εἰσακτέων ὁρίζεται σέ τριάντα (30). [218, 878, 420, 990]
divider [426, 1461, 611, 1462]
arion-trip-row [814, 1824, 1192, 1836]
heading-sugar-transport: ΜΕΤΑΦΟΡΑ ΖΑΧΑΡΕΩΣ [621, 346, 735, 356]
doctor-entry [621, 1395, 898, 1428]
doctor-address: Τσιμισκῆ 79, τηλ. 224-133 [990, 1263, 1112, 1273]
doctor-name: ΙΩΑΝΝΗΣ Ε. ΑΘΑΝΑΣΙΑΔΗΣ [700, 1357, 820, 1367]
arion-trip-row [814, 1741, 1192, 1753]
doctor-address: Ἐγνατίας 24, τηλ. 263-045 [698, 1302, 822, 1311]
paint-roller-icon [685, 1950, 745, 2000]
headline-typists: ΠΡΟΑΓΩΓΕΣ ΔΑΚΤΥΛΟΓΡΑΦΩΝ ΥΠΟΥΡΓΕΙΟΥ ΓΕΩΡΓΙΑΣ [1391, 953, 1560, 976]
palladion-ad [1381, 1455, 1570, 1496]
article-text: ΑΘΗΝΑ, 20.— Ἐγινε στό νεκροταφεῖο Καλαμακίου ἐπιμνημόσυνη δέηση γιά τούς Μαορί τῆς Νέας Ζηλανδίας πού ἔπεσαν στήν Ἑλλάδα κατά τό Β' Παγκόσμιο πόλεμο. Στήν τελετή παρευρέθηκαν ὁ πρέσβης τῆς Νέας Ζηλανδίας καί ἐκπρόσωποι τῶν ἀρχῶν. [426, 1058, 611, 1137]
headline-kne: ΑΝΤΙΠΡΟΣΩΠΕΙΑ ΤΗΣ ΚΝΕ ΕΞΕΘΕΣΕ ΣΤΟ ΝΟΜΑΡΧΗ ΠΡΟΒΛΗΜΑΤΑ ΤΩΝ ΕΡΓΑΖΟΜΕΝΩΝ [433, 756, 605, 812]
arion-trip-row [814, 1812, 1192, 1824]
doctor-specialty: Εἰδική Μικροβιολόγος [708, 1406, 812, 1416]
filotas-title: FILOTAS TOURS [1240, 1228, 1350, 1243]
doctor-name: Dr Γ. Α. ΖΑΚΕΛΛΑΡΙΟΥ [711, 1241, 809, 1251]
rodo-line: ΚΕΡΚΥΡΑ [1275, 1504, 1315, 1513]
heading-community-space: ΔΙΑΜΟΡΦΩΣΗ ΚΟΙΝΟΤΙΚΟΥ ΧΩΡΟΥ [894, 651, 1066, 662]
article-text: Τελέσθηκε μνημόσυνο γιά τούς σφαγιασθέντες στό Ἀσβεστοχώρι. [1381, 1145, 1570, 1166]
trip-currency: δρχ. [1126, 1790, 1145, 1799]
article-text: ΑΘΗΝΑ, 20.— Τό διοικητικό συμβούλιο τῶν συλλόγων τῶν ἐργαζομένων στίς ἀσφαλιστικές ἑταιρίες ἀποφάσισε 24ωρη ἀπεργία γιά τήν προσεχῆ Τρίτη, σέ ἔνδειξη διαμαρτυρίας γιά τή μή ἱκανοποίηση τῶν αἰτημάτων τους. Τά αἰτήματα ἀναφέρονται στή χορήγηση αὐξήσεων καί στήν καθιέρωση πενθημέρου ἐργασίας. Σέ ἀνακοίνωση τῆς ὁμοσπονδίας τονίζεται ὅτι οἱ ἐργοδότες ἀρνοῦνται κάθε διάλογο. [1381, 142, 1570, 266]
trip-price: 8.550 [1168, 1825, 1190, 1835]
akadimos-address: Ἀγ. Σοφίας 43. Τηλ. 226-317 [1237, 1382, 1353, 1391]
arion-trip-row [814, 1718, 1192, 1729]
doctor-entry [621, 1280, 898, 1312]
filotas-address: Πλ. Ἱπποδρομίου 1. Τηλ. 231-322 [1228, 1267, 1362, 1276]
headline-drowning: ΔΙΑΣΩΘΗΚΕ ΑΠΟ ΠΝΙΓΜΟ ΜΙΑ ΒΟΧΡΩΝΗ [1393, 799, 1558, 821]
trip-price: 17.600 [1163, 1683, 1190, 1693]
doctor-specialty: Ἀφροδισιολόγος - Δερματολόγος [685, 1252, 833, 1262]
article-text: ΑΘΗΝΑ, 20.— Τό διοικητικό συμβούλιο τῶν συλλόγων τῶν ἐργαζομένων στίς ἀσφαλιστικές ἑταιρίες ἀποφάσισε 24ωρη ἀπεργία γιά τήν προσεχῆ Τρίτη, σέ ἔνδειξη διαμαρτυρίας γιά τή μή ἱκανοποίηση τῶν αἰτημάτων τους. Τά αἰτήματα ἀναφέρονται στή χορήγηση αὐξήσεων καί στήν καθιέρωση πενθημέρου ἐργασίας. Σέ ἀνακοίνωση τῆς ὁμοσπονδίας τονίζεται ὅτι οἱ ἐργοδότες ἀρνοῦνται κάθε διάλογο. [426, 98, 611, 221]
trip-currency: δρχ. [1126, 1742, 1145, 1752]
doctor-entry [912, 1318, 1189, 1351]
monoseis-ad-text: Ἐποχή γιά μονώσεις. Ἀναλαμβάνουμε μέ ἐγγύηση μόνωση ταρατσῶν ἀπό 210 δρχ. τό μ². ΑΘΗΝΑΙ ΤΗΛ. 5240.298 · ΘΕΣΣΑΛΟΝΙΚΗ: ΚΟΜΝΗΝΩΝ 20 ΤΗΛ. 276.964 [626, 2004, 804, 2052]
article-text: ΑΘΗΝΑ, 20.— Τό διοικητικό συμβούλιο τῶν συλλόγων τῶν ἐργαζομένων στίς ἀσφαλιστικές ἑταιρίες ἀποφάσισε 24ωρη ἀπεργία γιά τήν προσεχῆ Τρίτη, σέ ἔνδειξη διαμαρτυρίας γιά τή μή ἱκανοποίηση τῶν αἰτημάτων τους. Τά αἰτήματα ἀναφέρονται στή χορήγηση αὐξήσεων καί στήν καθιέρωση πενθημέρου ἐργασίας. Σέ ἀνακοίνωση τῆς ὁμοσπονδίας τονίζεται ὅτι οἱ ἐργοδότες ἀρνοῦνται κάθε διάλογο. [426, 355, 611, 478]
doctor-specialty: Δερματολόγος - Ἀφροδισιολόγος [685, 1291, 833, 1301]
rodo-title: ΡΟΔΟ [1301, 1468, 1365, 1493]
trip-currency: δρχ. [1126, 1719, 1145, 1728]
divider [1381, 460, 1570, 461]
arion-air-line: Ἀναχωρήσεις 5, 12, 19, 26 Αὐγούστου Δρχ. 24.800 [902, 1873, 1104, 1883]
article-text: Σύμφωνα μέ τίς διατάξεις τοῦ Β.Δ. 733/71 καί τῇ σχετικῇ ἀποφάσει τοῦ ὑπουργείου Ὑγείας καί Πρόνοιας, προκηρύσσονται ἐξετάσεις εἰσαγωγῆς 30 σπουδαστῶν στήν Ἀνωτέρα Σχολή Φυσικοθεραπευτῶν γιά τό ἀκαδημαϊκό ἔτος 1977-78. Οἱ αἰτήσεις τῶν ὑποψηφίων μαζί μέ τά ἀπαιτούμενα δικαιολογητικά ὑποβάλλονται μέχρι τίς 15 Σεπτεμβρίου. Ὁ ἀριθμός τῶν εἰσακτέων ὁρίζεται σέ τριάντα (30). [8, 878, 210, 990]
doctor-specialty: Ἰατρός Μικροβιολόγος [999, 1214, 1103, 1224]
trip-date: 23-3/11/8 [816, 1790, 853, 1799]
article-text: ΑΘΗΝΑ, 20.— Τό διοικητικό συμβούλιο τῶν συλλόγων τῶν ἐργαζομένων στίς ἀσφαλιστικές ἑταιρίες ἀποφάσισε 24ωρη ἀπεργία γιά τήν προσεχῆ Τρίτη, σέ ἔνδειξη διαμαρτυρίας γιά τή μή ἱκανοποίηση τῶν αἰτημάτων τους. Τά αἰτήματα ἀναφέρονται στή χορήγηση αὐξήσεων καί στήν καθιέρωση πενθημέρου ἐργασίας. Σέ ἀνακοίνωση τῆς ὁμοσπονδίας τονίζεται ὅτι οἱ ἐργοδότες ἀρνοῦνται κάθε διάλογο. [426, 226, 611, 350]
doctor-specialty: Ὀφθαλμίατρος - Χειρουργός [696, 1444, 824, 1454]
article-text: ΑΘΗΝΑ, 20.— Ἡ ἕνωση συνοδῶν καί φροντιστῶν ζητεῖ τήν ἱκανοποίηση τῶν αἰτημάτων της. [1381, 504, 1570, 536]
divider [1381, 638, 1570, 639]
trip-price: 16.410 [1163, 1742, 1190, 1752]
trip-date: 17-30/8 [816, 1778, 846, 1788]
monoseis-ad [621, 1915, 809, 2112]
article-text: Ἀπό τή νομαρχία Θεσσαλονίκης ἀνακοινώθηκε ὅτι οἱ ὑποψήφιοι γιά τήν πλήρωση κενῶν θέσεων στόν Ὀργανισμό Ὑδρεύσεως Θεσσαλονίκης θά ἐξετασθοῦν σύμφωνα μέ τό ἀκόλουθο πρόγραμμα: Τρίτη, 2 Αὐγούστου, ὥρα 9 π.μ. στό κτίριο τοῦ Ὀργανισμοῦ. Τετάρτη, 3 Αὐγούστου, ὥρα 9 π.μ. γραπτή ἐξέταση. Οἱ ὑποψήφιοι θά πρέπει νά προσέλθουν μέ τήν ἀστυνομική τους ταυτότητα. Ὁ Πρόεδρος τῆς ἐπιτροπῆς ΚΕΡΞΕΙΔΗΣ [8, 681, 210, 805]
article-text: Τό γενικό νοσοκομεῖο Καβάλας προκηρύσσει διαγωνισμό γιά τήν εἰσαγωγή μαθητριῶν στή Σχολή Βοηθῶν Νοσοκόμων. Οἱ ἐνδιαφερόμενες πρέπει νά εἶναι ἀπόφοιτες τουλάχιστον τριτάξιου γυμνασίου καί ἡλικίας 17 ἕως 30 ἐτῶν. Οἱ αἰτήσεις γίνονται δεκτές μέχρι τέλους Αὐγούστου στή γραμματεία τοῦ νοσοκομείου. Ὁ πρόεδρος τοῦ συμβουλίου ΑΝΔΡΕΑΣ Κ. ΠΑΠΑΔΡΕΟΥ [218, 1063, 420, 1175]
heading-forest-products: ΕΚΠΟΙΗΣΗ ΔΑΣΙΚΩΝ ΠΡΟΪΟΝΤΩΝ [1197, 261, 1362, 272]
doctor-name: ΕΛΕΥΘΕΡΙΟΣ ΓΚΑΤΖΑΡΑΣ [704, 1318, 816, 1328]
article-text: Ὅπως τόνισε ὁ κ. Λάσκαρης ἀναφερόμενος στό στεγαστικό πρόγραμμα τοῦ Ὀργανισμοῦ μέχρι τήν μεταπολίτευση εἶχαν ἀνεγερθεῖ 23.500.000 δραχμές, ἐνῶ γιά τήν ἀνέγερση κατοικιῶν 13.000.000. [218, 171, 420, 226]
headline-escorts: ΣΥΝΟΔΟΙ ΚΑΙ ΦΡΟΝΤΙΣΤΕΣ ΖΗΤΟΥΝ ΙΚΑΝΟΠΟΙΗΣΗ ΤΩΝ ΑΙΤΗΜΑΤΩΝ ΤΟΥΣ [1398, 467, 1553, 500]
apartment-ad [621, 1589, 809, 1694]
notice-text: Ὁ Ἀνεξάρτητος Ὀργανισμός Ἐφοδιασμοῦ προκηρύσσει πρόχειρο μειοδοτικό διαγωνισμό γιά τήν προμήθεια εἰδῶν ἐνδύσεως καί ὑποδήσεως, συνολικῆς προϋπολογισθείσης δαπάνης 2.500.000 δραχμῶν. Ὁ διαγωνισμός θά γίνει στίς 5 Σεπτεμβρίου, ὥρα 11 π.μ. στά γραφεῖα τῆς ὑπηρεσίας. Πληροφορίες καί ἀντίγραφα τῆς διακηρύξεως παρέχονται κατά τίς ἐργάσιμες ἡμέρες καί ὧρες. [621, 420, 886, 499]
trip-date: • [816, 1801, 820, 1811]
doctor-name: ΔΟ ΝΙΚΟΛΑΟΣ ΚΟΚΚΑΛΗΣ [993, 1395, 1109, 1405]
english-tutoring-ad [1381, 1411, 1570, 1451]
banner-title: Διαυρυέεις - Δημοπρασίαι [624, 46, 993, 157]
arion-bar: ΠΡΟΓΡΑΜΜΑΤΑ – ΠΛΗΡΟΦΟΡΙΕΣ – ΕΓΓΡΑΦΕΣ [814, 1896, 1192, 1912]
notice-text: Ὁ Ἀνεξάρτητος Ὀργανισμός Ἐφοδιασμοῦ προκηρύσσει πρόχειρο μειοδοτικό διαγωνισμό γιά τήν προμήθεια εἰδῶν ἐνδύσεως καί ὑποδήσεως, συνολικῆς προϋπολογισθείσης δαπάνης 2.500.000 δραχμῶν. Ὁ διαγωνισμός θά γίνει στίς 5 Σεπτεμβρίου, ὥρα 11 π.μ. στά γραφεῖα τῆς ὑπηρεσίας. Πληροφορίες καί ἀντίγραφα τῆς διακηρύξεως παρέχονται κατά τίς ἐργάσιμες ἡμέρες καί ὧρες. [621, 634, 886, 712]
monoseis-ad-title: ΜΟΝΩΣΕΙΣ [655, 1920, 775, 1946]
akadimos-sub: ΦΡΟΝΤΙΣΤΗΡΙΑ [1254, 1348, 1336, 1360]
trip-currency: δρχ. [1126, 1754, 1145, 1764]
doctor-address: Βασ. Ἡρακλείου 39, τηλ. 263-959 [974, 1378, 1127, 1388]
article-text: ΑΘΗΝΑ, 20.— Ο γενικός γραμματέας τῆς Διεθνοῦς Ὀλυμπιακῆς Ἐπιτροπῆς κ. Μόνικ Μπερλιού μίλησε σήμερα στή σύνοδο τῆς Ὀλυμπιακῆς Ἀκαδημίας στήν Ἀρχαία Ὀλυμπία γιά τό ρόλο τῶν νέων στήν ὀλυμπιακή κίνηση. Στίς ἐργασίες παίρνουν μέρος ἐκπρόσωποι ἀπό 45 χῶρες. Ἡ σύνοδος θά ὁλοκληρωθεῖ στίς 28 Αὐγούστου. [426, 536, 611, 638]
trip-currency: δρχ. [1126, 1707, 1145, 1717]
filotas-dest: ΚΡΗΤΗ [1251, 1255, 1289, 1267]
panorama-line: ΑΠΟΓΕΥΜΑ [98, 2111, 334, 2157]
barrels-title: ΠΩΛΟΥΝΤΑΙ [1241, 1614, 1345, 1634]
headline-memorial: ΜΝΗΜΟΣΥΝΟ ΓΙΑ ΤΟΥΣ ΣΦΑΓΙΑΣΘΕΝΤΕΣ ΣΤΟ ΑΣΒΕΣΤΟΧΩΡΙ [1410, 1108, 1541, 1142]
article-text: Συνεχίζεται ἡ παράδοση τῶν παραχωρητηρίων στούς δικαιούχους. Ἐξάλλου μέχρι τό τέλος τοῦ χρόνου θά ἔχουν παραδοθεῖ 1.153 ἐργατικές κατοικίες καί θά τελειώσει ἐντός τοῦ ἔτους καί ἄλλος 68 ἐντός τοῦ 1978. [8, 321, 210, 388]
trip-currency: δρχ. [1126, 1778, 1145, 1788]
panorama-line: μέρα [181, 2011, 251, 2044]
article-text: Ἀντιπροσωπεία τῆς συνδικαλιστικῆς νεολαίας τῆς ΚΝΕ ἐπισκέφθηκε τό νομάρχη Θεσσαλονίκης καί τοῦ ἐξέθεσε τά προβλήματα τῶν νέων ἐργαζομένων τῆς περιοχῆς, ὅπως ἡ ἀνεργία, ἡ ἀπασχόληση ἀνηλίκων καί οἱ συνθῆκες ἐργασίας στά ἐργοστάσια τῆς βιομηχανικῆς περιοχῆς. [1381, 541, 1570, 631]
